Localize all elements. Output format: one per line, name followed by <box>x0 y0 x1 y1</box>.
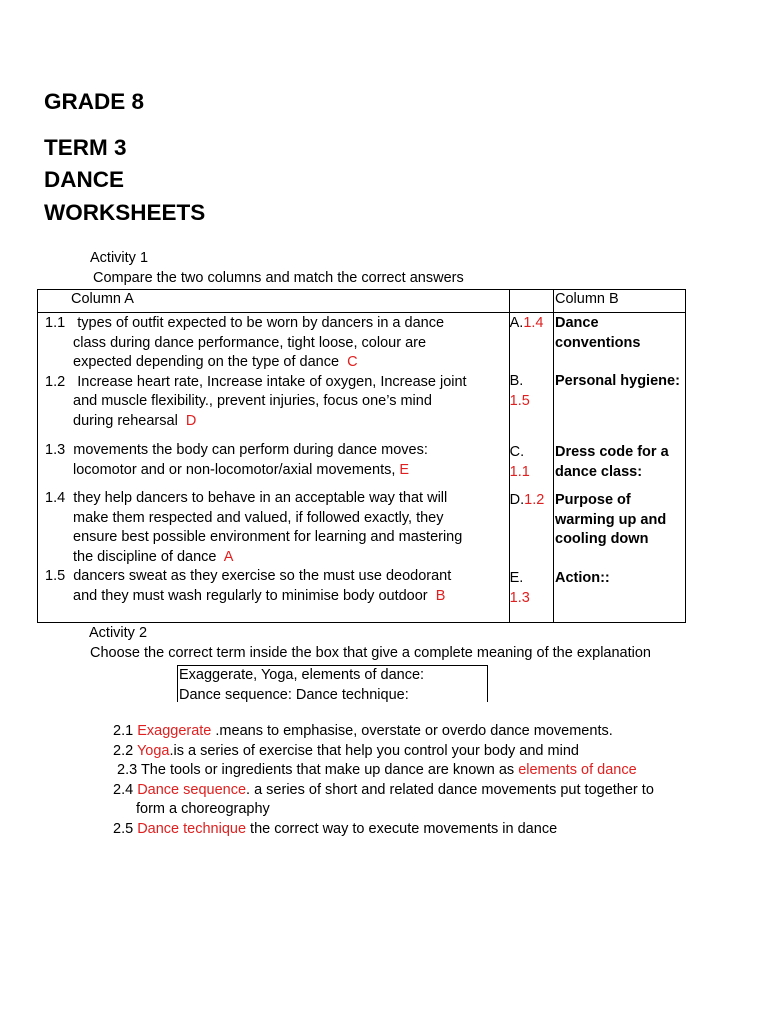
item-text: .means to emphasise, overstate or overdo dance movements. <box>211 723 613 739</box>
grade-heading: GRADE 8 <box>44 89 145 114</box>
question-line: class during dance performance, tight loose, colour are <box>73 334 427 351</box>
term-action: Action:: <box>555 570 610 586</box>
question-line: ensure best possible environment for learning and mastering <box>73 529 463 545</box>
match-number: 1.2 <box>524 492 545 508</box>
column-b-cell <box>554 313 686 623</box>
match-column <box>509 313 553 623</box>
word-bank-box <box>177 665 488 702</box>
question-line: types of outfit expected to be worn by dancers in a dance <box>77 315 445 331</box>
subject-heading: DANCE <box>44 167 125 192</box>
term-personal-hygiene: Personal hygiene: <box>555 373 680 389</box>
table-body-row <box>38 313 686 623</box>
answer-item-2-2 <box>113 742 654 762</box>
item-text-continued: form a choreography <box>136 801 270 817</box>
answer-term: Exaggerate <box>137 723 212 739</box>
matching-table <box>37 289 686 623</box>
table-header-row <box>38 290 686 313</box>
answer-term: Dance technique <box>137 820 247 837</box>
match-entry-a <box>510 314 553 372</box>
question-1-2 <box>38 373 509 432</box>
match-letter: A. <box>509 315 524 331</box>
match-number: 1.5 <box>509 392 530 409</box>
match-number: 1.4 <box>523 315 544 331</box>
match-letter: C. <box>509 444 525 460</box>
column-b-header: Column B <box>554 290 686 313</box>
answer-letter: C <box>347 354 358 370</box>
match-number: 1.1 <box>509 463 530 480</box>
term-dress-code: Dress code for a dance class: <box>555 444 669 480</box>
activity1-title: Activity 1 <box>90 250 149 266</box>
answer-term: elements of dance <box>518 762 637 778</box>
column-a-cell <box>38 313 510 623</box>
word-bank-line: Exaggerate, Yoga, elements of dance: <box>179 667 425 683</box>
match-entry-c <box>510 443 553 491</box>
answer-letter: D <box>185 412 197 429</box>
question-line: locomotor and or non-locomotor/axial movements, <box>73 461 396 478</box>
answer-item-2-4 <box>113 781 654 820</box>
answer-letter: B <box>435 587 446 604</box>
item-text: the correct way to execute movements in dance <box>246 820 558 837</box>
answer-term: Yoga <box>136 742 170 759</box>
item-text: The tools or ingredients that make up dance are known as <box>140 762 519 778</box>
question-line: Increase heart rate, Increase intake of oxygen, Increase joint <box>77 373 467 390</box>
answer-item-2-3 <box>113 761 654 781</box>
question-number: 1.2 <box>45 373 66 390</box>
item-text: .is a series of exercise that help you control your body and mind <box>169 742 579 759</box>
header-spacer <box>509 290 553 313</box>
word-bank-line: Dance sequence: Dance technique: <box>179 686 409 703</box>
term-warming-up: Purpose of warming up and cooling down <box>555 492 667 547</box>
question-1-3 <box>38 441 509 480</box>
question-1-5 <box>38 567 509 606</box>
activity2-instruction: Choose the correct term inside the box that give a complete meaning of the explanation <box>90 645 651 661</box>
answer-letter: A <box>223 548 234 565</box>
question-line: expected depending on the type of dance <box>73 354 340 370</box>
item-number: 2.5 <box>113 820 134 837</box>
term-dance-conventions: Dance conventions <box>555 315 641 351</box>
match-number: 1.3 <box>509 589 530 606</box>
question-1-4 <box>38 489 509 567</box>
question-line: during rehearsal <box>73 412 178 429</box>
question-line: and they must wash regularly to minimise body outdoor <box>73 587 428 604</box>
term-heading: TERM 3 <box>44 135 127 160</box>
item-number: 2.4 <box>113 781 134 798</box>
question-number: 1.1 <box>45 315 66 331</box>
activity2-title: Activity 2 <box>89 625 148 641</box>
question-line: make them respected and valued, if followed exactly, they <box>73 509 444 526</box>
answer-term: Dance sequence <box>137 781 247 798</box>
worksheet-heading: WORKSHEETS <box>44 200 206 225</box>
match-entry-d <box>510 491 553 569</box>
question-number: 1.5 <box>45 568 66 584</box>
question-line: they help dancers to behave in an acceptable way that will <box>73 490 448 506</box>
item-text: . a series of short and related dance movements put together to <box>246 781 654 798</box>
answer-letter: E <box>399 461 410 478</box>
match-letter: D. <box>509 492 525 508</box>
activity2-answers <box>113 722 654 839</box>
question-line: movements the body can perform during dance moves: <box>73 442 428 458</box>
question-line: and muscle flexibility., prevent injuries, focus one’s mind <box>73 393 432 409</box>
question-number: 1.3 <box>45 442 66 458</box>
question-line: dancers sweat as they exercise so the must use deodorant <box>73 568 452 584</box>
match-letter: B. <box>509 373 524 389</box>
match-letter: E. <box>509 570 524 586</box>
answer-item-2-5 <box>113 820 654 840</box>
question-1-1 <box>38 314 509 373</box>
item-number: 2.2 <box>113 742 134 759</box>
question-number: 1.4 <box>45 490 66 506</box>
answer-item-2-1 <box>113 722 654 742</box>
activity1-instruction: Compare the two columns and match the correct answers <box>93 270 464 286</box>
match-entry-e <box>510 569 553 608</box>
item-number: 2.3 <box>117 762 138 778</box>
question-line: the discipline of dance <box>73 548 217 565</box>
item-number: 2.1 <box>113 723 134 739</box>
column-a-header: Column A <box>38 290 510 313</box>
match-entry-b <box>510 372 553 443</box>
